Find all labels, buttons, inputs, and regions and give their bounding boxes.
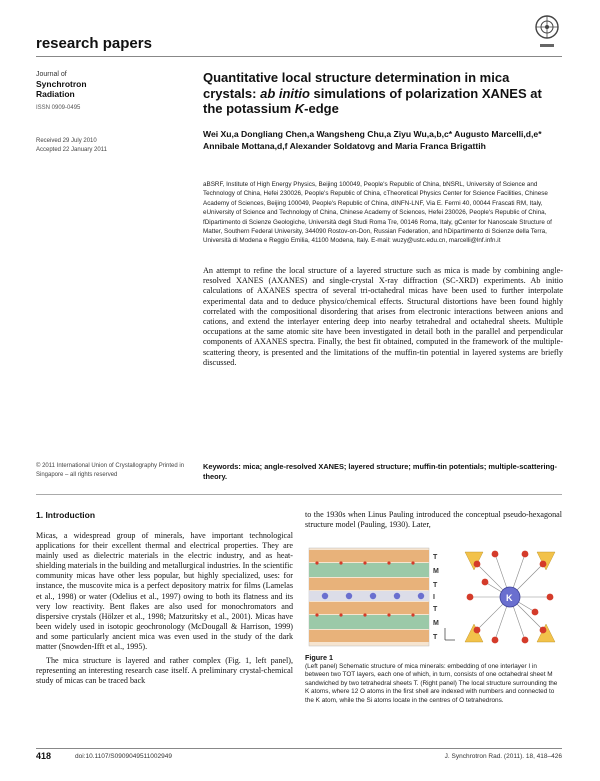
- journal-line: Journal of: [36, 71, 67, 78]
- layer-label: T: [433, 582, 438, 589]
- keywords: Keywords: mica; angle-resolved XANES; layered structure; muffin-tin potentials; multiple-scattering-theory.: [203, 462, 557, 481]
- title-italic: ab initio: [260, 85, 310, 101]
- paragraph: The mica structure is layered and rather complex (Fig. 1, left panel), representing an interesting research case itself. A preliminary crystal-chemical study of micas can be traced back: [36, 656, 293, 686]
- axis-indicator: [445, 628, 455, 640]
- header-divider: [36, 56, 562, 57]
- accepted-date: Accepted 22 January 2011: [36, 147, 107, 153]
- doi-link[interactable]: doi:10.1107/S0909049511002949: [75, 753, 172, 760]
- layer-band: [309, 578, 429, 590]
- title-part-3: -edge: [304, 101, 339, 116]
- section-divider: [36, 494, 562, 495]
- iucr-logo-icon: [532, 14, 562, 54]
- right-column-text: to the 1930s when Linus Pauling introduced the conceptual pseudo-hexagonal structure model (Pauling, 1930). Later,: [305, 510, 562, 530]
- left-column-text: [36, 531, 293, 690]
- abstract: An attempt to refine the local structure of a layered structure such as mica is made by combining angle-resolved XANES (AXANES) and single-crystal X-ray diffraction (SC-XRD) experiments. Ab initio calculations of AXANES spectra of several tri-octahedral micas have been used to further interpolate experimental data and to deduce physico/chemical effects. Structural distortions have been found highly correlated with the compositional disordering that arises from electronic interactions between anions and cations, and extend the interlayer entering deep into nearby tetrahedral and octahedral sheets. Multiple occupations at the same atomic site have been investigated in detail both in the parallel and perpendicular components of AXANES spectra. Finally, the best fit obtained, computed in the framework of the multiple-scattering theory, is presented and the limitations of the muffin-tin potential in layered systems are briefly discussed.: [203, 266, 563, 367]
- layer-label: T: [433, 606, 438, 613]
- journal-reference: J. Synchrotron Rad. (2011). 18, 418–426: [444, 753, 562, 760]
- layer-band: [309, 602, 429, 614]
- received-date: Received 29 July 2010: [36, 138, 97, 144]
- article-title: [203, 70, 563, 117]
- layer-label: M: [433, 620, 439, 627]
- k-coordination-panel: [465, 551, 555, 644]
- page-number: 418: [36, 751, 52, 761]
- journal-block: [36, 70, 176, 113]
- figure-caption: (Left panel) Schematic structure of mica minerals: embedding of one interlayer I in between two TOT layers, each one of which, in turn, consists of one octahedral sheet M sandwiched by two tetrahedral sheets T. (Right panel) The local structure surrounding the K atoms, where 12 O atoms in the first shell are indexed with numbers and connected to the K atom, while the Si atoms locate in the centres of O tetrahedrons.: [305, 663, 558, 704]
- figure-1-image: [305, 544, 562, 650]
- layer-label: M: [433, 568, 439, 575]
- figure-label: Figure 1: [305, 653, 333, 662]
- journal-name-2: Radiation: [36, 89, 75, 99]
- layer-band: [309, 563, 429, 577]
- paragraph: Micas, a widespread group of minerals, have important technological applications for their excellent thermal and electrical properties. They are mainly used as dielectric materials in the electric industry, and as heat-shielding materials in the building and metallurgical industries. In the scientific community micas have other less popular, but highly specialized, uses: for instance, the muscovite mica is a perfect depository matrix for films (Lamelas et al., 1998) or water (Odelius et al., 1997) owing to both its flatness and its very low reactivity. Bent flakes are also used for monochromators and dispersive crystals (Hölzer et al., 1998; Matzuritsky et al., 2001). Micas have been widely used in isotopic geochronology (McDougall & Harrison, 1999) and some particularly ancient mica was even used in the study of the dark matter (Snowden-Ifft et al., 1995).: [36, 531, 293, 652]
- author-list: Wei Xu,a Dongliang Chen,a Wangsheng Chu,a Ziyu Wu,a,b,c* Augusto Marcelli,d,e* Annibale Mottana,d,f Alexander Soldatovg and Maria Franca Brigattih: [203, 129, 542, 151]
- journal-name-1: Synchrotron: [36, 79, 87, 89]
- layer-stack-panel: [309, 548, 439, 646]
- article-dates: [36, 137, 176, 155]
- section-title: research papers: [36, 35, 152, 52]
- layer-band: [309, 550, 429, 562]
- layer-label: I: [433, 594, 435, 601]
- layer-label: T: [433, 554, 438, 561]
- section-heading: 1. Introduction: [36, 510, 96, 520]
- k-atom-label: K: [506, 593, 513, 603]
- copyright-notice: © 2011 International Union of Crystallography Printed in Singapore – all rights reserved: [36, 463, 185, 478]
- title-italic-k: K: [294, 101, 305, 116]
- journal-issn: ISSN 0909-0495: [36, 105, 81, 111]
- title-part-2: simulations of polarization XANES at the potassium: [203, 85, 542, 116]
- affiliations: aBSRF, Institute of High Energy Physics, Beijing 100049, People's Republic of China, bNSRL, University of Science and Technology of China, Hefei 230026, People's Republic of China, cTheoretical Physics Center for Science Facilities, Chinese Academy of Sciences, Beijing 100049, People's Republic of China, dINFN-LNF, Via E. Fermi 40, 00044 Frascati RM, Italy, eUniversity of Science and Technology of China, Chinese Academy of Sciences, Hefei 230026, People's Republic of China, fDipartimento di Scienze Geologiche, Università degli Studi Roma Tre, 00146 Roma, Italy, gCenter for Nanoscale Structure of Matter, Southern Federal University, 344090 Rostov-on-Don, Russian Federation, and hDipartimento di Scienze della Terra, Università di Modena e Reggio Emilia, 41100 Modena, Italy. E-mail: wuzy@ustc.edu.cn, marcelli@lnf.infn.it: [203, 181, 552, 245]
- layer-label: T: [433, 634, 438, 641]
- footer-divider: [36, 748, 562, 749]
- title-part-1: Quantitative local structure determination in mica crystals:: [203, 70, 510, 101]
- layer-band: [309, 615, 429, 629]
- layer-band: [309, 630, 429, 642]
